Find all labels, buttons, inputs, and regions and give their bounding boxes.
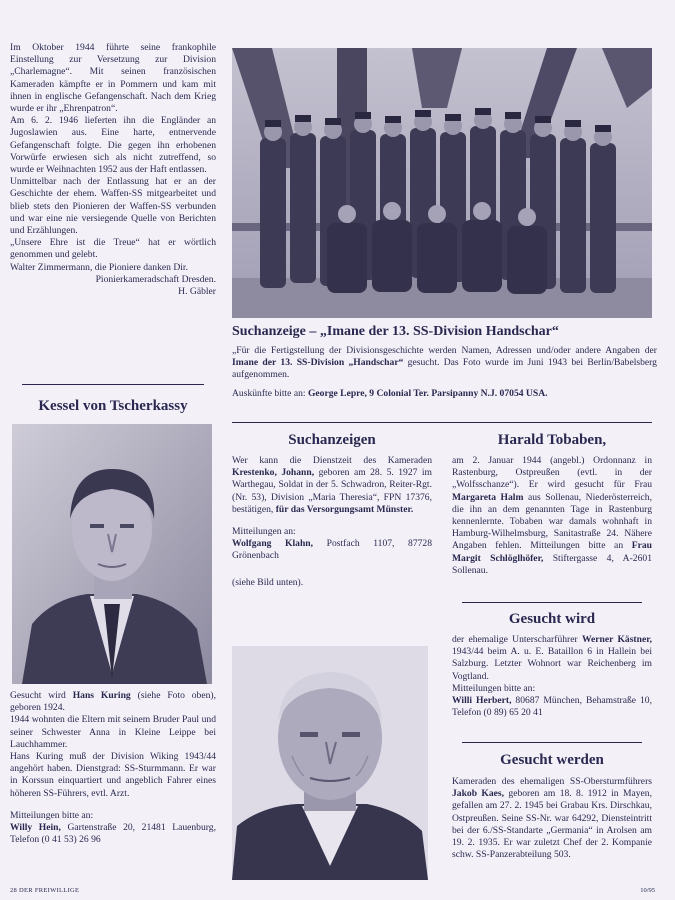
suchanzeigen-bold-part: für das Versorgungsamt Münster. xyxy=(275,503,414,515)
kessel-text xyxy=(10,690,216,846)
handschar-contact-value: George Lepre, 9 Colonial Ter. Parsipanny N.J. 07054 USA. xyxy=(307,387,548,399)
kessel-contact-label: Mitteilungen bitte an: xyxy=(10,809,94,821)
suchanzeigen-heading: Suchanzeigen xyxy=(288,432,376,448)
tobaben-text xyxy=(452,455,652,577)
gesucht-wird-text-part: 1943/44 beim A. u. E. Bataillon 6 in Hallein bei Salzburg. Letzter Wohnort war Reichenberg im Vogtland. xyxy=(452,646,652,682)
obituary-paragraph-4: „Unsere Ehre ist die Treue“ hat er wörtlich genommen und gelebt. xyxy=(10,237,216,261)
kessel-contact-name: Willy Hein, xyxy=(10,822,61,834)
handschar-contact-label: Auskünfte bitte an: xyxy=(232,387,308,399)
gesucht-werden-sought-name: Jakob Kaes, xyxy=(452,788,505,800)
portrait-photo-young-man xyxy=(12,424,212,684)
tobaben-text-part: aus Sollenau, Niederösterreich, die ihn an dem genannten Tage in Rastenburg kennenlernte. Tobaben war damals wohnhaft in Hamburg-Wilhelmsburg, Sanitastraße 24. Nähere Angaben fehlen. Mitteilungen bitte an xyxy=(452,491,653,552)
suchanzeigen-contact xyxy=(232,538,432,562)
gesucht-werden-text-part: Kameraden des ehemaligen SS-Obersturmführers xyxy=(452,776,652,787)
gesucht-werden-text xyxy=(452,776,652,861)
gesucht-werden-paragraph xyxy=(452,776,652,861)
obituary-paragraph-1: Im Oktober 1944 führte seine frankophile Einstellung zur Versetzung zur Division „Charlemagne“. Mit seinen französischen Kameraden kämpfte er in Pommern und kam mit ihnen in englische Gefangenschaft. Nach dem Krieg wurde er ihr „Ehrenpatron“. xyxy=(10,42,216,115)
kessel-paragraph-1 xyxy=(10,690,216,714)
divider-col3-1 xyxy=(462,602,642,603)
suchanzeigen-text-part: Wer kann die Dienstzeit des Kameraden xyxy=(232,455,432,466)
handschar-text-part: „Für die Fertigstellung der Divisionsgeschichte werden Namen, Adressen und/oder andere Angaben der xyxy=(232,345,657,356)
handschar-bold-part: Imane der 13. SS-Division „Handschar“ xyxy=(232,357,404,369)
obituary-paragraph-2: Am 6. 2. 1946 lieferten ihn die Engländer an Jugoslawien aus. Eine harte, entnervende Gefangenschaft folgte. Die gegen ihn erhobenen Vorwürfe erwiesen sich als nicht zutreffend, so wurde er Weihnachten 1952 aus der Haft entlassen. xyxy=(10,115,216,176)
gesucht-wird-contact xyxy=(452,695,652,719)
divider-col1 xyxy=(22,384,204,385)
kessel-text-part: (siehe Foto oben), geboren 1924. xyxy=(10,690,216,714)
obituary-paragraph-5: Walter Zimmermann, die Pioniere danken Dir. xyxy=(10,261,188,273)
tobaben-text-part: Stiftergasse 4, A-2601 Sollenau. xyxy=(452,552,652,576)
kessel-sought-name: Hans Kuring xyxy=(72,690,131,701)
suchanzeigen-contact-name: Wolfgang Klahn, xyxy=(232,538,314,550)
handschar-contact xyxy=(232,388,657,400)
tobaben-text-part: am 2. Januar 1944 (angebl.) Ordonnanz in Rastenburg, Ostpreußen (evtl. in der „Wolfsschanze“). Er wird gesucht für Frau xyxy=(452,455,652,491)
footer-page-label: 28 DER FREIWILLIGE xyxy=(10,887,80,894)
suchanzeigen-text-part: geboren am 28. 5. 1927 im Warthegau, Soldat in der 5. Schwadron, Reiter-Rgt. (Nr. 53), Division „Maria Theresia“, FPN 17376, bestätigen, xyxy=(232,467,432,515)
handschar-heading: Suchanzeige – „Imane der 13. SS-Division Handschar“ xyxy=(232,324,559,339)
obituary-text xyxy=(10,42,216,298)
gesucht-wird-sought-name: Werner Kästner, xyxy=(581,634,652,645)
kessel-paragraph-2: 1944 wohnten die Eltern mit seinem Bruder Paul und seiner Schwester Anna in Kleine Leippe bei Lauchhammer. xyxy=(10,714,216,750)
tobaben-bold-name-2: Frau Margit Schlöglhöfer, xyxy=(452,540,652,564)
obituary-paragraph-3: Unmittelbar nach der Entlassung hat er an der Geschichte der ehem. Waffen-SS mitgearbeitet und blieb stets den Pionieren der Waffen-SS verbunden und war eine nie versiegende Quelle von Berichten und Erzählungen. xyxy=(10,176,216,237)
kessel-heading: Kessel von Tscherkassy xyxy=(38,398,188,414)
gesucht-wird-text xyxy=(452,634,652,719)
gesucht-werden-heading: Gesucht werden xyxy=(500,752,604,768)
group-photo-soldiers xyxy=(232,48,652,318)
gesucht-wird-text-part: der ehemalige Unterscharführer xyxy=(452,634,582,645)
suchanzeigen-note: (siehe Bild unten). xyxy=(232,576,304,588)
gesucht-wird-paragraph xyxy=(452,634,652,683)
obituary-signature-org: Pionierkameradschaft Dresden. xyxy=(95,273,216,285)
suchanzeigen-contact-address: Postfach 1107, 87728 Grönenbach xyxy=(232,538,433,562)
gesucht-wird-contact-name: Willi Herbert, xyxy=(452,695,512,707)
suchanzeigen-text xyxy=(232,455,432,589)
obituary-signature-name: H. Gäbler xyxy=(178,286,216,298)
handschar-paragraph xyxy=(232,345,657,382)
kessel-contact-address: Gartenstraße 20, 21481 Lauenburg, Telefon (0 41 53) 26 96 xyxy=(10,822,216,846)
suchanzeigen-contact-label: Mitteilungen an: xyxy=(232,526,296,538)
divider-col3-2 xyxy=(462,742,642,743)
suchanzeigen-sought-name: Krestenko, Johann, xyxy=(232,467,315,479)
handschar-text xyxy=(232,345,657,400)
gesucht-wird-contact-label: Mitteilungen bitte an: xyxy=(452,682,536,694)
handschar-text-part: gesucht. Das Foto wurde im Juni 1943 bei Berlin/Babelsberg aufgenommen. xyxy=(232,357,657,381)
tobaben-heading: Harald Tobaben, xyxy=(497,432,607,448)
footer-issue: 10/95 xyxy=(640,887,655,894)
kessel-paragraph-3: Hans Kuring muß der Division Wiking 1943/44 angehört haben. Dienstgrad: SS-Sturmmann. Er war in Korssun einquartiert und angeblich Fahrer eines höheren SS-Führers, evtl. Arzt. xyxy=(10,751,216,799)
portrait-photo-elderly-man xyxy=(232,646,428,880)
gesucht-wird-contact-address: 80687 München, Behamstraße 10, Telefon (0 89) 65 20 41 xyxy=(452,695,652,719)
kessel-contact xyxy=(10,822,216,846)
gesucht-werden-text-part: geboren am 18. 8. 1912 in Mayen, gefallen am 27. 2. 1945 bei Grabau Krs. Dirschkau, Ostpreußen. Seine SS-Nr. war 64292, Diensteintritt bei der 6./SS-Standarte „Germania“ in Arolsen am 19. 2. 1935. Er war zuletzt Chef der 2. Kompanie schw. SS-Panzerabteilung 503. xyxy=(452,788,652,861)
tobaben-paragraph xyxy=(452,455,652,577)
gesucht-wird-heading: Gesucht wird xyxy=(508,611,596,627)
suchanzeigen-paragraph xyxy=(232,455,432,516)
divider-top-right xyxy=(232,422,652,423)
tobaben-bold-name-1: Margareta Halm xyxy=(452,491,524,503)
kessel-text-part: Gesucht wird xyxy=(10,690,73,701)
